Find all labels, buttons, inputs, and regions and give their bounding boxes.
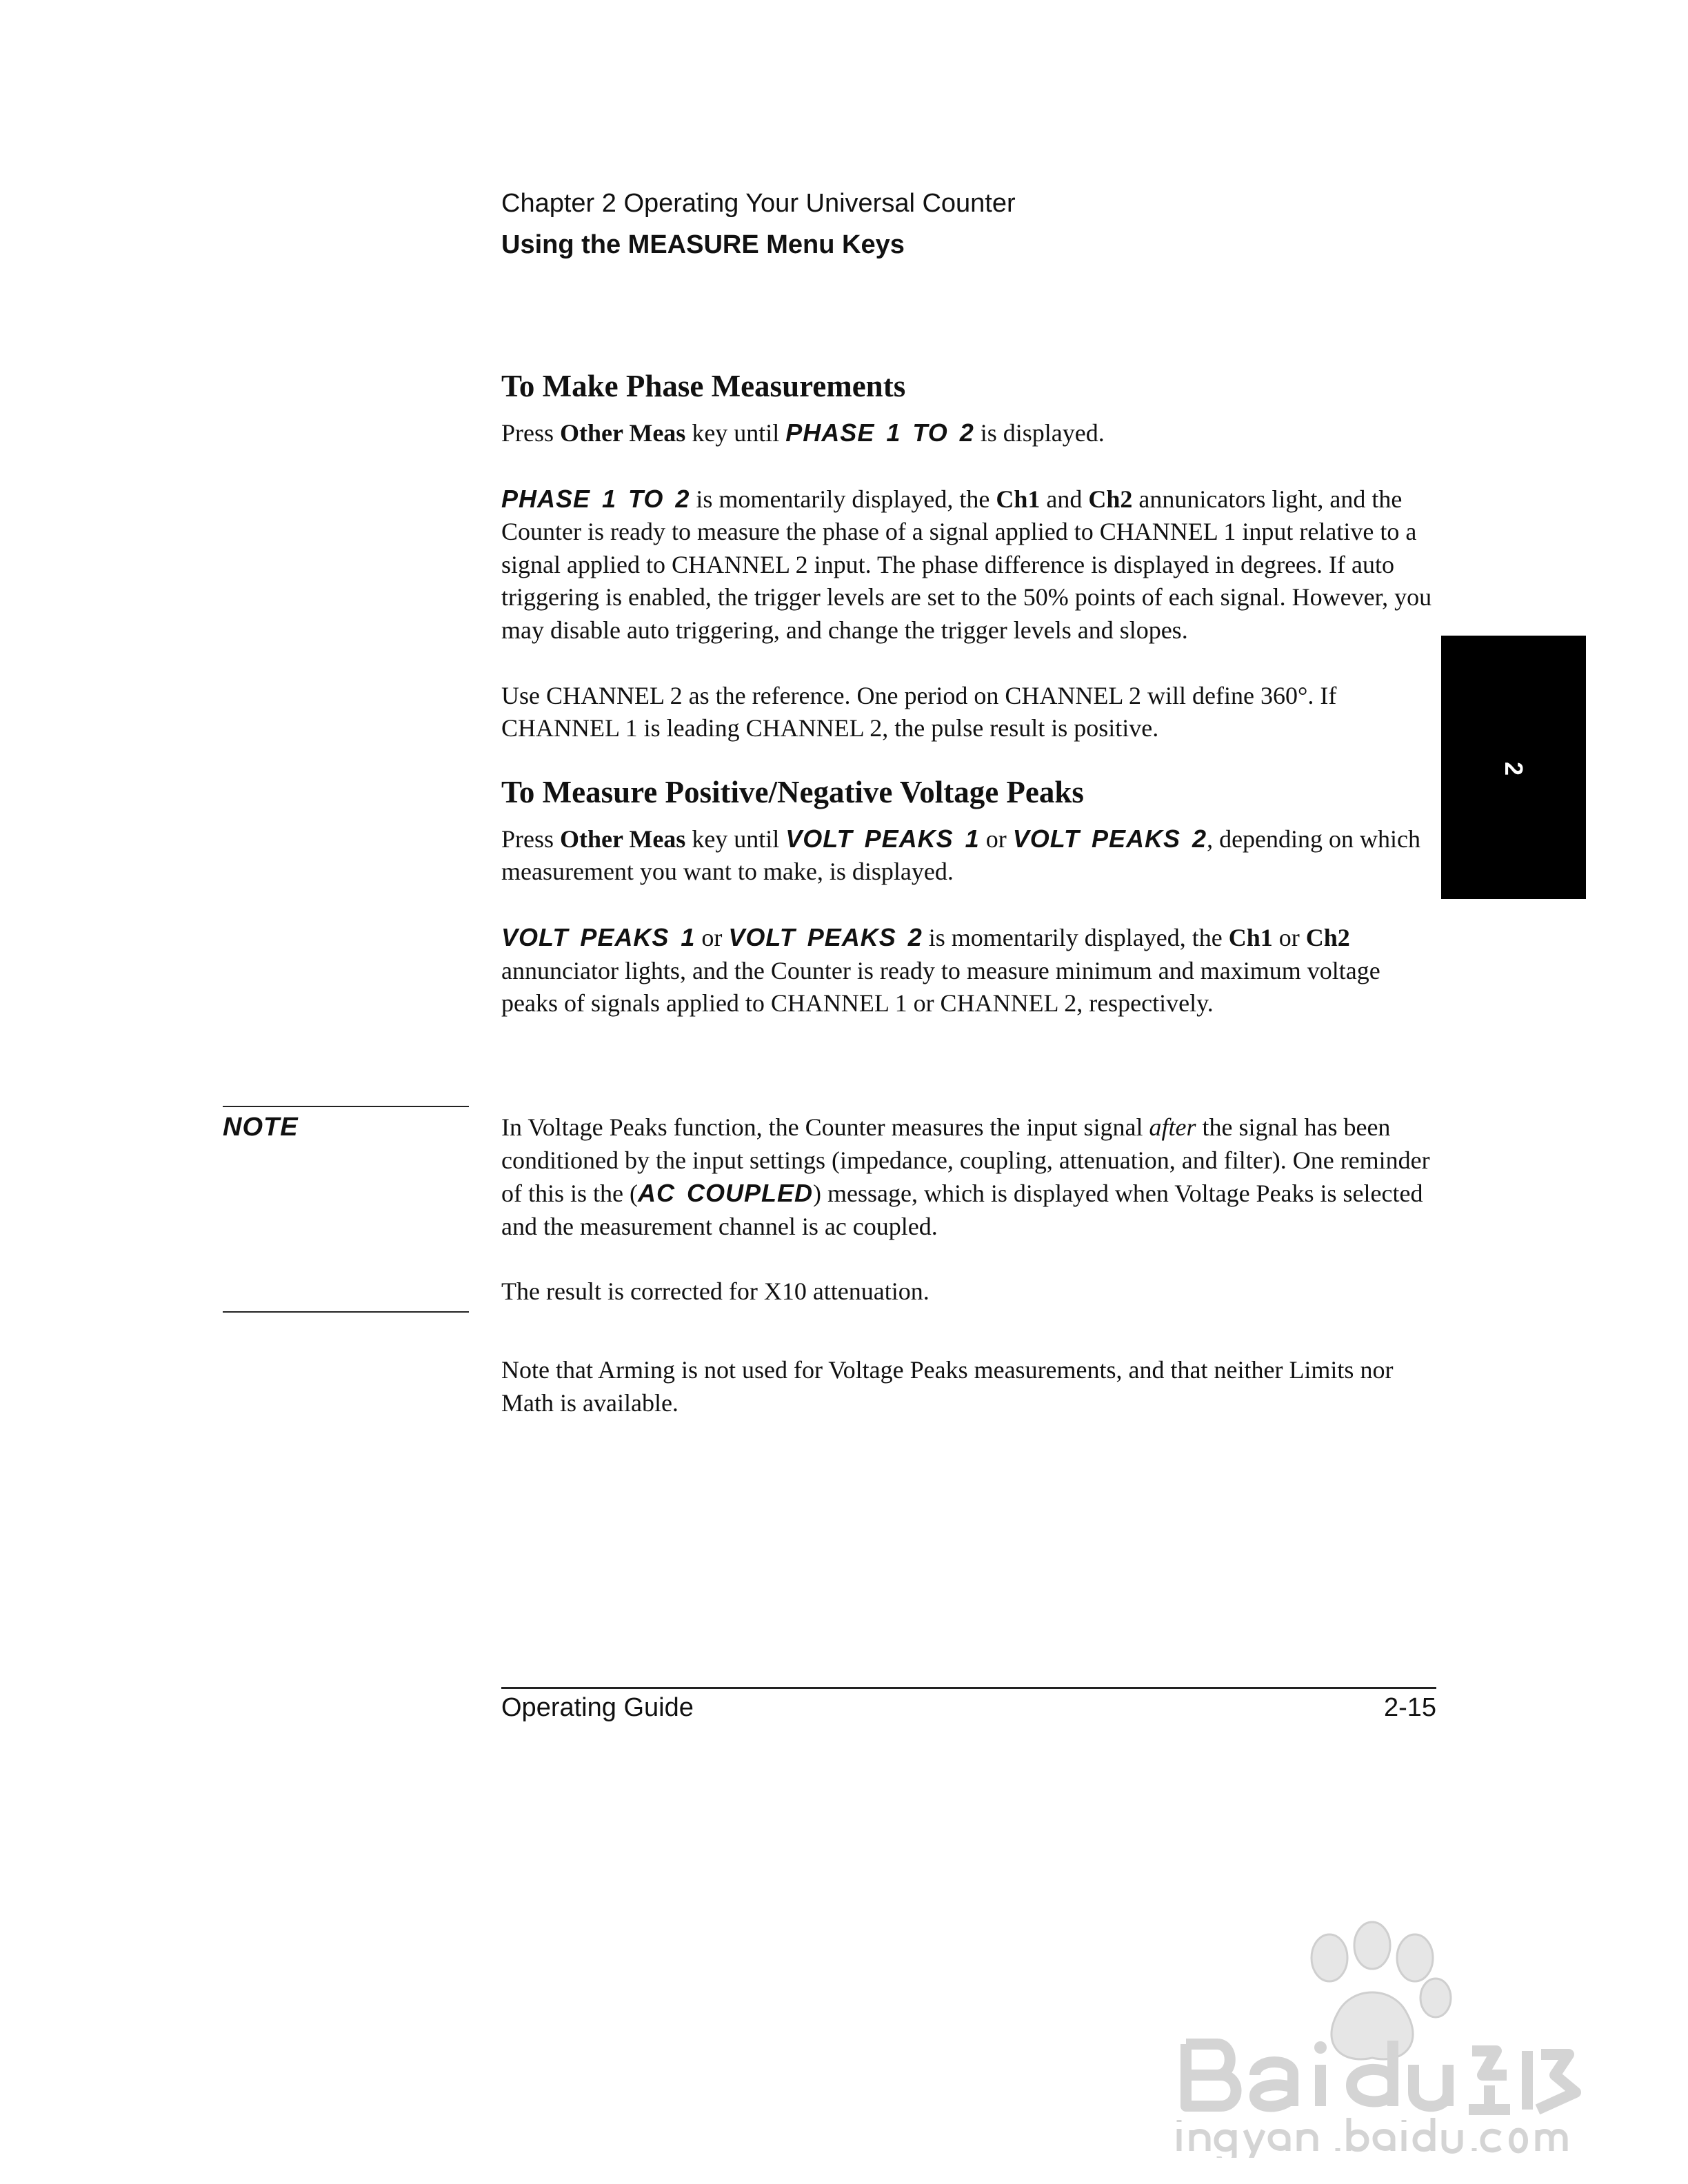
text-run: is displayed. <box>974 419 1105 447</box>
phase-heading: To Make Phase Measurements <box>501 369 906 403</box>
annunciator-ch1: Ch1 <box>1228 923 1273 951</box>
text-run: Press <box>501 825 561 853</box>
display-text-phase: PHASE 1 TO 2 <box>501 484 690 513</box>
chapter-tab-number: 2 <box>1500 761 1528 776</box>
note-paragraph-1 <box>501 1111 1440 1243</box>
footer-title: Operating Guide <box>501 1693 694 1722</box>
text-run: ) message, which is displayed when Voltage Peaks is selected and the measurement channel is ac coupled. <box>501 1180 1423 1240</box>
text-run: or <box>1272 923 1306 951</box>
text-run: is momentarily displayed, the <box>690 485 996 513</box>
display-text-phase: PHASE 1 TO 2 <box>785 418 974 447</box>
text-run: key until <box>685 825 786 853</box>
baidu-watermark-logo <box>1165 1910 1586 2158</box>
section-header: Using the MEASURE Menu Keys <box>501 230 905 259</box>
page-number: 2-15 <box>1383 1693 1436 1722</box>
phase-paragraph-3: Use CHANNEL 2 as the reference. One period on CHANNEL 2 will define 360°. If CHANNEL 1 is leading CHANNEL 2, the pulse result is positive. <box>501 681 1337 742</box>
display-text-volt-peaks-2: VOLT PEAKS 2 <box>1012 824 1207 853</box>
chapter-header: Chapter 2 Operating Your Universal Counter <box>501 189 1016 218</box>
note-top-rule <box>223 1106 469 1107</box>
closing-paragraph: Note that Arming is not used for Voltage Peaks measurements, and that neither Limits nor Math is available. <box>501 1356 1394 1417</box>
text-run: key until <box>685 419 786 447</box>
text-run: the signal has been conditioned by the input settings (impedance, coupling, attenuation, and filter). One reminder of this is the ( <box>501 1113 1430 1208</box>
peaks-heading: To Measure Positive/Negative Voltage Peaks <box>501 774 1084 809</box>
text-run: and <box>1040 485 1089 513</box>
text-run: , depending on which measurement you want to make, is displayed. <box>501 825 1421 886</box>
annunciator-ch2: Ch2 <box>1305 923 1350 951</box>
phase-paragraph-2 <box>501 483 1440 647</box>
annunciator-ch1: Ch1 <box>996 485 1041 513</box>
peaks-paragraph-2 <box>501 921 1440 1020</box>
display-text-volt-peaks-1: VOLT PEAKS 1 <box>785 824 980 853</box>
text-run: Press <box>501 419 561 447</box>
text-run: or <box>695 923 729 951</box>
key-name-other-meas: Other Meas <box>560 419 686 447</box>
display-text-ac-coupled: AC COUPLED <box>637 1179 813 1208</box>
note-body <box>501 1111 1440 1308</box>
phase-paragraph-1 <box>501 416 1440 450</box>
display-text-volt-peaks-2: VOLT PEAKS 2 <box>728 922 923 951</box>
footer-rule <box>501 1687 1436 1689</box>
peaks-paragraph-1 <box>501 822 1440 889</box>
text-run: or <box>979 825 1013 853</box>
annunciator-ch2: Ch2 <box>1088 485 1133 513</box>
text-run: annunciator lights, and the Counter is ready to measure minimum and maximum voltage peaks of signals applied to CHANNEL 1 or CHANNEL 2, respectively. <box>501 956 1380 1018</box>
emphasis-after: after <box>1149 1113 1196 1141</box>
text-run: is momentarily displayed, the <box>922 923 1229 951</box>
note-label: NOTE <box>223 1113 299 1142</box>
main-content <box>501 365 1440 1020</box>
text-run: annunicators light, and the Counter is ready to measure the phase of a signal applied to CHANNEL 1 input relative to a signal applied to CHANNEL 2 input. The phase difference is displayed in degrees. If auto triggering is enabled, the trigger levels are set to the 50% points of each signal. However, you may disable auto triggering, and change the trigger levels and slopes. <box>501 485 1432 644</box>
display-text-volt-peaks-1: VOLT PEAKS 1 <box>501 922 696 951</box>
note-bottom-rule <box>223 1311 469 1313</box>
key-name-other-meas: Other Meas <box>560 825 686 853</box>
closing-paragraph-wrap <box>501 1354 1440 1419</box>
note-paragraph-2: The result is corrected for X10 attenuation. <box>501 1277 930 1306</box>
text-run: In Voltage Peaks function, the Counter measures the input signal <box>501 1113 1149 1141</box>
